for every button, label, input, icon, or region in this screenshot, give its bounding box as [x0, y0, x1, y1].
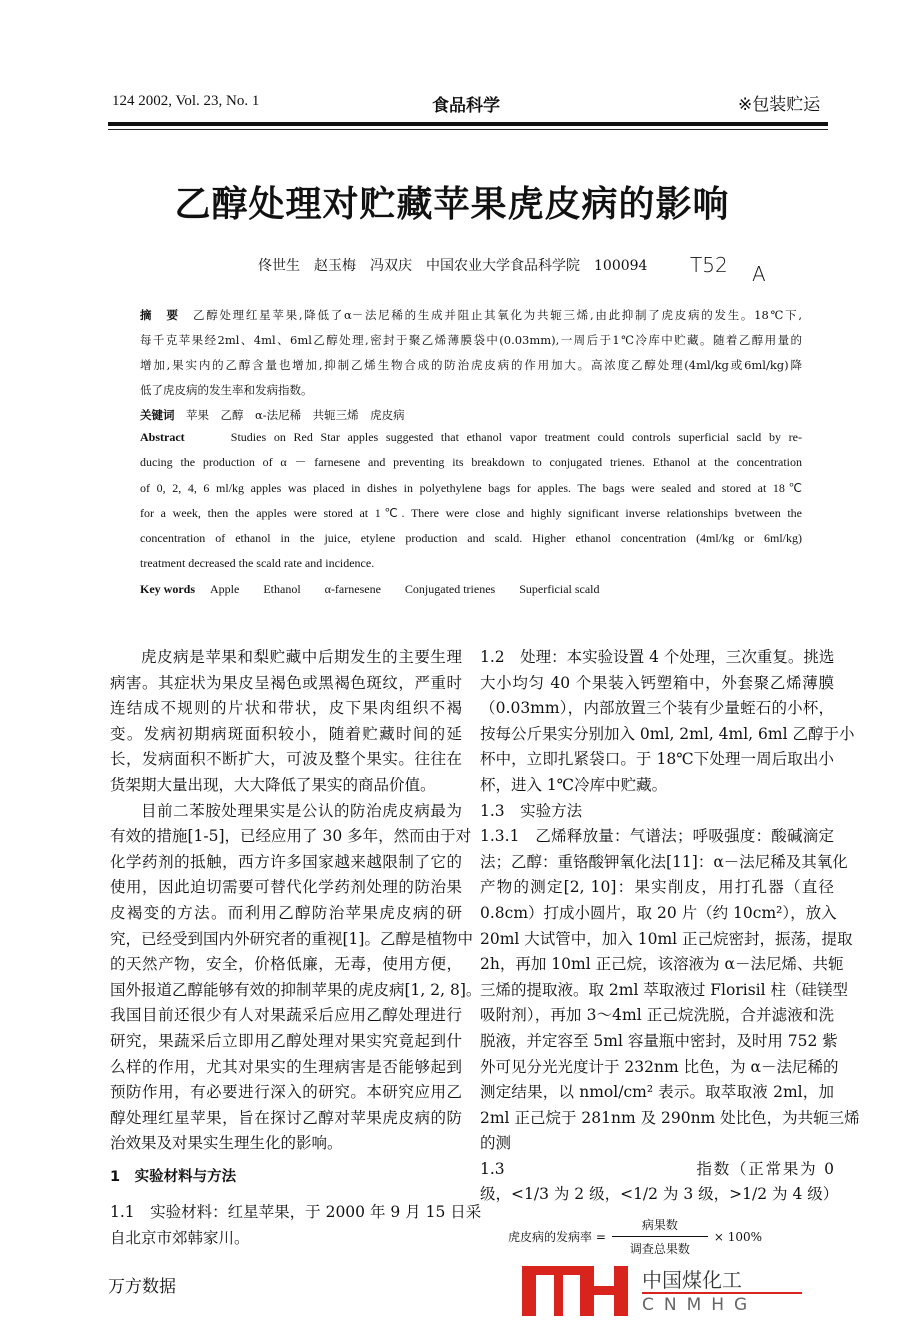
- header-section: ※包装贮运: [738, 95, 821, 115]
- watermark-en: CNMHG: [642, 1295, 758, 1315]
- intro-line: 有效的措施[1-5]，已经应用了 30 多年，然而由于对: [110, 827, 472, 846]
- abstract-label: 摘 要: [140, 308, 180, 322]
- abstract-cn: [140, 303, 802, 428]
- treatment-line: 杯中，立即扎紧袋口。于 18℃下处理一周后取出小: [480, 750, 834, 769]
- intro-line: 治效果及对果实生理生化的影响。: [110, 1134, 343, 1153]
- intro-line: 长，发病面积不断扩大，可波及整个果实。往往在: [110, 750, 462, 769]
- keywords-en-label: Key words: [140, 581, 195, 596]
- formula-lhs: 虎皮病的发病率 =: [508, 1230, 606, 1244]
- watermark-cn: 中国煤化工: [642, 1268, 742, 1292]
- method-line: 2h，再加 10ml 正己烷，该溶液为 α－法尼烯、共轭: [480, 955, 844, 974]
- abstract-en-line: of 0, 2, 4, 6 ml/kg apples was placed in dishes in polyethylene bags for apples. The bags were sealed and stored at 18℃: [140, 480, 802, 495]
- materials-line: 自北京市郊韩家川。: [110, 1229, 250, 1248]
- mh-logo-icon: [520, 1262, 640, 1318]
- abstract-en-line: concentration of ethanol in the juice, etylene production and scald. Higher ethanol concentration (4ml/kg or 6ml/kg): [140, 531, 802, 546]
- abstract-line: 每千克苹果经2ml、4ml、6ml乙醇处理,密封于聚乙烯薄膜袋中(0.03mm),一周后于1℃冷库中贮藏。随着乙醇用量的: [140, 333, 802, 347]
- intro-line: 目前二苯胺处理果实是公认的防治虎皮病最为: [141, 801, 462, 820]
- intro-line: 么样的作用，尤其对果实的生理病害是否能够起到: [110, 1057, 462, 1076]
- abstract-line: 乙醇处理红星苹果,降低了α－法尼稀的生成并阻止其氧化为共轭三烯,由此抑制了虎皮病的发生。18℃下,: [192, 308, 803, 322]
- method-line: 1.3 指数（正常果为 0: [480, 1159, 834, 1178]
- treatment-line: 1.2 处理：本实验设置 4 个处理，三次重复。挑选: [480, 648, 835, 666]
- abstract-en-line: treatment decreased the scald rate and incidence.: [140, 556, 375, 571]
- treatment-line: 按每公斤果实分别加入 0ml, 2ml, 4ml, 6ml 乙醇于小: [480, 724, 855, 743]
- keywords: 苹果 乙醇 α-法尼稀 共轭三烯 虎皮病: [186, 408, 405, 422]
- abstract-line: 增加,果实内的乙醇含量也增加,抑制乙烯生物合成的防治虎皮病的作用加大。高浓度乙醇处理(4ml/kg或6ml/kg)降: [140, 358, 802, 372]
- method-line: 法；乙醇：重铬酸钾氧化法[11]：α－法尼稀及其氧化: [480, 852, 848, 871]
- subsection-heading: 1.3 实验方法: [480, 801, 583, 820]
- intro-line: 国外报道乙醇能够有效的抑制苹果的虎皮病[1, 2, 8]。: [110, 980, 482, 999]
- incidence-formula: [508, 1216, 762, 1257]
- intro-line: 皮褐变的方法。而利用乙醇防治苹果虎皮病的研: [110, 903, 462, 922]
- handwritten-class-code: T52: [690, 253, 728, 277]
- intro-line: 病害。其症状为果皮呈褐色或黑褐色斑纹，严重时: [110, 673, 462, 692]
- method-line: 三烯的提取液。取 2ml 萃取液过 Florisil 柱（硅镁型: [480, 980, 849, 999]
- intro-line: 我国目前还很少有人对果蔬采后应用乙醇处理进行: [110, 1006, 462, 1025]
- formula-numerator: 病果数: [641, 1218, 678, 1232]
- treatment-line: （0.03mm），内部放置三个装有少量蛭石的小杯，: [480, 699, 834, 718]
- left-column: [110, 645, 482, 1252]
- abstract-en-line: ducing the production of α － farnesene and preventing its breakdown to conjugated trienes. Ethanol at the concentration: [140, 455, 802, 470]
- header-rule: [108, 122, 828, 126]
- intro-line: 预防作用，有必要进行深入的研究。本研究应用乙: [110, 1083, 462, 1102]
- method-line: 1.3.1 乙烯释放量：气谱法；呼吸强度：酸碱滴定: [480, 827, 834, 846]
- right-column: [480, 645, 860, 1208]
- intro-line: 化学药剂的抵触，西方许多国家越来越限制了它的: [110, 852, 462, 871]
- method-line: 吸附剂），再加 3～4ml 正己烷洗脱，合并滤液和洗: [480, 1006, 834, 1025]
- method-line: 的测: [480, 1134, 512, 1153]
- method-line: 外可见分光光度计于 232nm 比色，为 α－法尼稀的: [480, 1057, 839, 1076]
- keywords-label: 关键词: [140, 408, 175, 422]
- abstract-en-label: Abstract: [140, 430, 185, 444]
- method-line: 20ml 大试管中，加入 10ml 正己烷密封，振荡，提取: [480, 929, 853, 948]
- materials-line: 1.1 实验材料：红星苹果，于 2000 年 9 月 15 日采: [110, 1203, 482, 1222]
- abstract-en: [140, 425, 802, 602]
- abstract-en-line: for a week, then the apples were stored at 1℃. There were close and highly significant inverse relationships bvetween the: [140, 505, 802, 520]
- footer-source: 万方数据: [108, 1277, 176, 1297]
- intro-line: 连结成不规则的片状和带状，皮下果肉组织不褐: [110, 699, 462, 718]
- intro-line: 的天然产物，安全，价格低廉，无毒，使用方便，: [110, 955, 462, 974]
- paper-title: 乙醇处理对贮藏苹果虎皮病的影响: [174, 184, 730, 225]
- handwritten-doc-code: A: [752, 262, 766, 286]
- abstract-line: 低了虎皮病的发生率和发病指数。: [140, 383, 313, 397]
- authors: 佟世生 赵玉梅 冯双庆 中国农业大学食品科学院 100094: [258, 258, 648, 274]
- method-line: 测定结果，以 nmol/cm² 表示。取萃取液 2ml，加: [480, 1083, 834, 1102]
- abstract-en-line: Studies on Red Star apples suggested that ethanol vapor treatment could controls superficial sacld by re-: [230, 430, 802, 444]
- keywords-en: Apple Ethanol α-farnesene Conjugated trienes Superficial scald: [210, 581, 600, 596]
- intro-line: 研究，果蔬采后立即用乙醇处理对果实究竟起到什: [110, 1031, 462, 1050]
- formula-rhs: × 100%: [713, 1229, 763, 1244]
- method-line: 产物的测定[2, 10]：果实削皮，用打孔器（直径: [480, 878, 834, 897]
- intro-line: 虎皮病是苹果和梨贮藏中后期发生的主要生理: [141, 648, 462, 666]
- method-line: 2ml 正己烷于 281nm 及 290nm 处比色，为共轭三烯: [480, 1108, 860, 1127]
- method-line: 级，<1/3 为 2 级，<1/2 为 3 级，>1/2 为 4 级）: [480, 1185, 839, 1204]
- treatment-line: 杯，进入 1℃冷库中贮藏。: [480, 775, 668, 794]
- intro-line: 货架期大量出现，大大降低了果实的商品价值。: [110, 775, 436, 794]
- watermark-logo: [520, 1262, 820, 1318]
- intro-line: 变。发病初期病斑面积较小，随着贮藏时间的延: [110, 724, 462, 743]
- formula-denominator: 调查总果数: [629, 1242, 690, 1256]
- method-line: 0.8cm）打成小圆片，取 20 片（约 10cm²），放入: [480, 903, 837, 922]
- header-issue: 124 2002, Vol. 23, No. 1: [112, 93, 260, 109]
- intro-line: 醇处理红星苹果，旨在探讨乙醇对苹果虎皮病的防: [110, 1108, 462, 1127]
- treatment-line: 大小均匀 40 个果装入钙塑箱中，外套聚乙烯薄膜: [480, 673, 834, 692]
- header-rule-thin: [108, 129, 828, 130]
- section-heading: 1 实验材料与方法: [110, 1168, 237, 1185]
- method-line: 脱液，并定容至 5ml 容量瓶中密封，及时用 752 紫: [480, 1031, 838, 1050]
- watermark-rule: [642, 1292, 802, 1294]
- intro-line: 究，已经受到国内外研究者的重视[1]。乙醇是植物中: [110, 929, 473, 948]
- intro-line: 使用，因此迫切需要可替代化学药剂处理的防治果: [110, 878, 462, 897]
- journal-name: 食品科学: [432, 96, 500, 116]
